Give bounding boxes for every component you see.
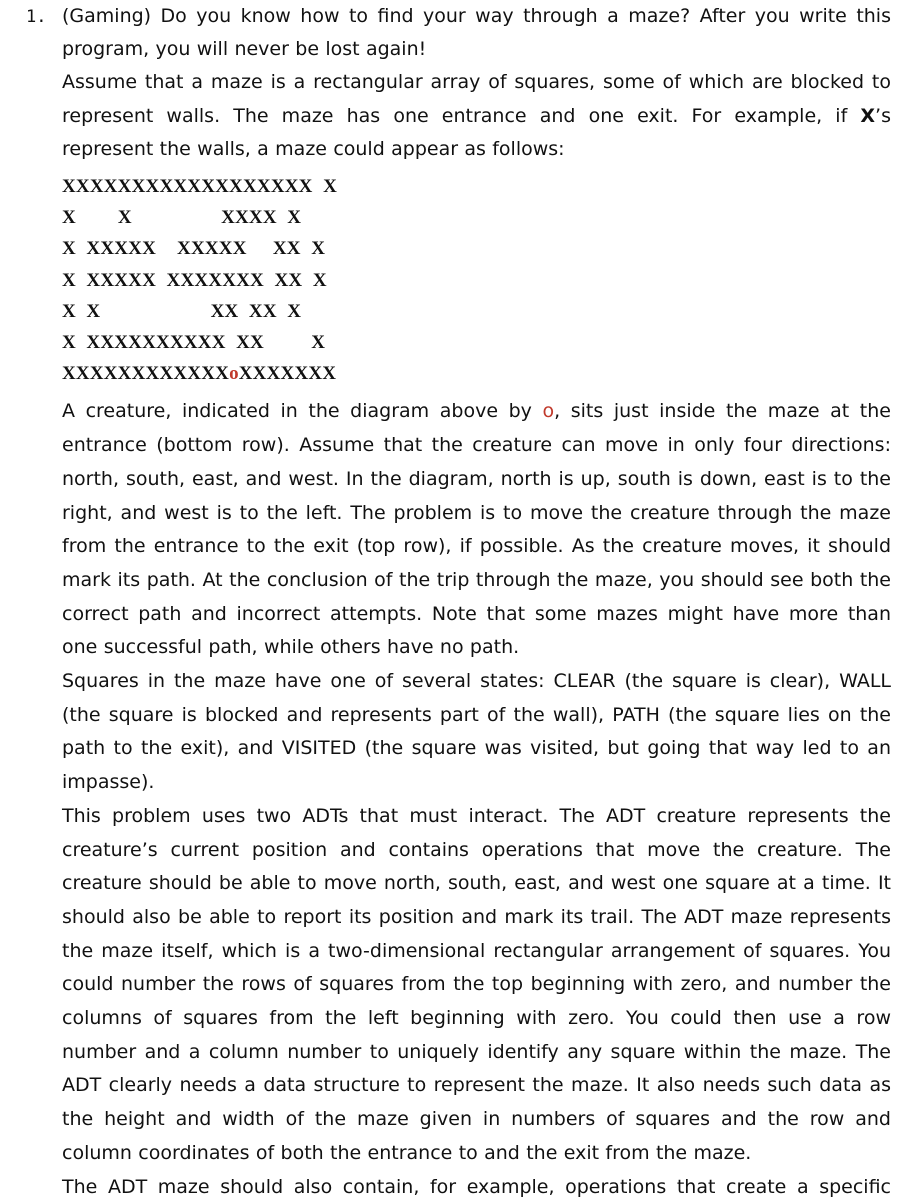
states-paragraph: Squares in the maze have one of several states: CLEAR (the square is clear), WALL (the square is blocked and represents part of the wall), PATH (the square lies on the path to the exit), and VISITED (the square was visited, but going that way led to an impasse). — [62, 670, 891, 794]
maze-row: XXXXXXXXXXXXXXXXXX X — [62, 176, 338, 198]
problem-body — [62, 0, 891, 1204]
creature-symbol: o — [542, 400, 555, 423]
maze-row: X X XX XX X — [62, 300, 302, 322]
intro-line-1: (Gaming) Do you know how to find your way through a maze? After you write this — [62, 5, 891, 27]
wall-symbol: X — [860, 104, 876, 127]
maze-row: X XXXXX XXXXX XX X — [62, 238, 326, 260]
maze-intro-text-end: ’s represent the walls, a maze could appear as follows: — [62, 104, 891, 161]
maze-bottom-left: XXXXXXXXXXXX — [62, 363, 230, 385]
maze-intro-paragraph — [62, 66, 891, 167]
item-number: 1. — [26, 7, 47, 27]
maze-row: X X XXXX X — [62, 207, 302, 229]
maze-row: X XXXXXXXXXX XX X — [62, 332, 326, 354]
maze-row-bottom — [62, 358, 891, 389]
creature-marker: o — [229, 363, 239, 385]
last-paragraph: The ADT maze should also contain, for example, operations that create a specific — [62, 1175, 891, 1198]
maze-intro-text: Assume that a maze is a rectangular array of squares, some of which are blocked to represent walls. The maze has one entrance and one exit. For example, if — [62, 71, 891, 127]
creature-text: A creature, indicated in the diagram above by — [62, 400, 543, 423]
maze-row: X XXXXX XXXXXXX XX X — [62, 269, 327, 291]
intro-paragraph — [62, 0, 891, 66]
creature-text-end: , sits just inside the maze at the entrance (bottom row). Assume that the creature can move in only four directions: north, south, east, and west. In the diagram, north is up, south is down, east is to the right, and west is to the left. The problem is to move the creature through the maze from the entrance to the exit (top row), if possible. As the creature moves, it should mark its path. At the conclusion of the trip through the maze, you should see both the correct path and incorrect attempts. Note that some mazes might have more than one successful path, while others have no path. — [62, 400, 891, 659]
maze-diagram — [62, 171, 891, 389]
creature-paragraph — [62, 395, 891, 665]
intro-line-2: program, you will never be lost again! — [62, 38, 427, 60]
maze-bottom-right: XXXXXXX — [238, 363, 337, 385]
adt-paragraph: This problem uses two ADTs that must interact. The ADT creature represents the creature’s current position and contains operations that move the creature. The creature should be able to move north, south, east, and west one square at a time. It should also be able to report its position and mark its trail. The ADT maze represents the maze itself, which is a two-dimensional rectangular arrangement of squares. You could number the rows of squares from the top beginning with zero, and number the columns of squares from the left beginning with zero. You could then use a row number and a column number to uniquely identify any square within the maze. The ADT clearly needs a data structure to represent the maze. It also needs such data as the height and width of the maze given in numbers of squares and the row and column coordinates of both the entrance to and the exit from the maze. — [62, 804, 891, 1164]
